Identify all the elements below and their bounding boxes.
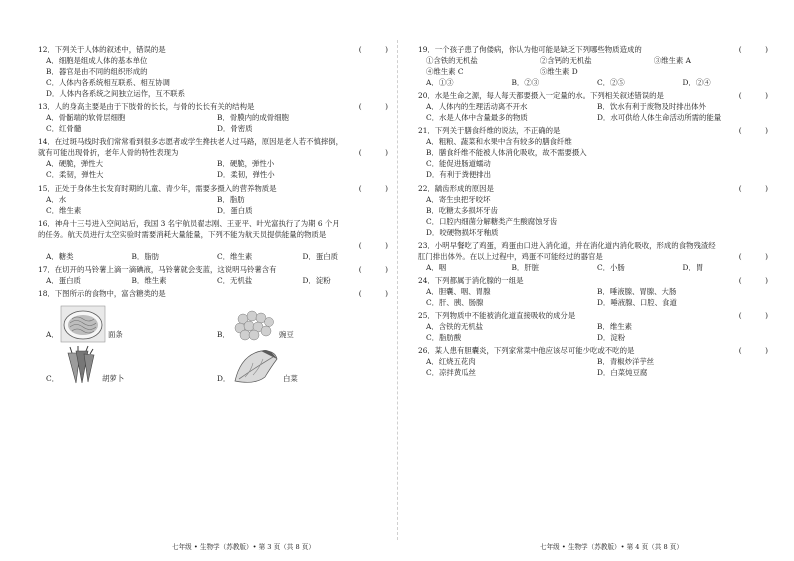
question-line [418,183,768,194]
question-stem: 肛门排出体外。在以上过程中，鸡蛋不可能经过的器官是 [418,251,603,261]
answer-option: D．淀粉 [302,275,331,285]
food-image-row [38,301,388,343]
answer-option: A．糖类 [46,251,74,261]
question-gap [38,387,388,389]
answer-option: C．口腔内细菌分解糖类产生酸腐蚀牙齿 [426,216,558,226]
answer-option: A．粗粮、蔬菜和水果中含有较多的膳食纤维 [426,137,572,147]
answer-option: C．小肠 [597,262,625,272]
answer-option: C．无机盐 [217,275,253,285]
question-line [418,310,768,321]
statement-option: ③维生素 A [653,56,691,65]
option-list [38,112,388,134]
option-letter: D． [217,374,231,384]
question-stem: 20．水是生命之源，每人每天都要摄入一定量的水。下列相关叙述错误的是 [418,91,664,101]
food-caption: 胡萝卜 [102,374,125,384]
answer-option: B．肝脏 [511,262,540,272]
question-stem: 19．一个孩子患了佝偻病，你认为他可能是缺乏下列哪些物质造成的 [418,45,642,54]
answer-bracket: ( ) [358,289,388,299]
answer-option: D．柔韧，弹性小 [217,170,275,180]
question-line [38,147,388,158]
answer-option: A．细胞是组成人体的基本单位 [46,56,148,65]
answer-bracket: ( ) [738,251,768,261]
food-option [217,345,388,387]
answer-option: B．膳食纤维不能被人体消化吸收，故不需要摄入 [426,148,587,158]
answer-option: D．蛋白质 [302,251,338,261]
question-stem: 18．下图所示的食物中，富含糖类的是 [38,289,166,299]
question-stem: 24．下列都属于消化腺的一组是 [418,275,524,285]
option-list [418,356,768,378]
question-item [38,264,388,286]
footer-page-4: 七年级 • 生物学（苏教版）• 第 4 页（共 8 页） [540,543,683,551]
question-line [418,90,768,101]
answer-bracket: ( ) [358,183,388,193]
answer-bracket: ( ) [738,275,768,285]
page-3-column [38,44,388,389]
option-list [418,136,768,180]
answer-option: B．器官是由不同的组织形成的 [46,67,148,76]
question-stem: 26．某人患有胆囊炎，下列家常菜中他应该尽可能少吃或不吃的是 [418,346,635,356]
answer-option: C．维生素 [46,205,82,215]
option-letter: A． [46,330,59,340]
question-item [418,125,768,180]
page-divider [397,40,398,540]
option-list [418,194,768,238]
statement-option: ④维生素 C [426,67,464,76]
question-line [38,264,388,275]
food-option [46,301,217,343]
question-item [418,275,768,308]
noodles-icon [60,305,106,343]
answer-option: B．脂肪 [217,194,245,204]
answer-option: B．硬脆，弹性小 [217,159,275,169]
food-caption: 豌豆 [279,330,294,340]
question-line [418,251,768,262]
question-stem: 14．在过斑马线时我们常常看到很多志愿者或学生搀扶老人过马路，原因是老人若不慎摔倒， [38,137,344,147]
question-stem: 13．人的身高主要是由于下肢骨的长长，与骨的长长有关的结构是 [38,102,255,112]
answer-option: D．白菜炖豆腐 [597,368,648,378]
question-line [418,345,768,356]
answer-option: C．人体内各系统相互联系、相互协调 [46,78,170,87]
food-image-row [38,345,388,387]
option-list [38,55,388,99]
option-list [418,262,768,273]
answer-bracket: ( ) [738,45,768,54]
answer-option: C．肝、胰、肠腺 [426,297,484,307]
answer-option: B．吃糖太多损坏牙齿 [426,205,498,215]
answer-option: B．饮水有利于废物及时排出体外 [597,102,706,112]
answer-option: B．维生素 [597,322,632,332]
answer-bracket: ( ) [738,183,768,193]
answer-option: C．凉拌黄瓜丝 [426,368,476,378]
statement-option: ⑤维生素 D [539,67,578,76]
option-list [418,321,768,343]
question-item [38,288,388,387]
answer-option: D．咬硬物损坏牙釉质 [426,227,499,237]
question-item [38,44,388,99]
question-item [418,240,768,273]
statement-option: ②含钙的无机盐 [539,56,592,65]
answer-option: A．①③ [426,78,454,87]
answer-option: A．胆囊、咽、胃腺 [426,286,491,296]
option-list [418,286,768,308]
question-stem: 25．下列物质中不能被消化道直接吸收的成分是 [418,311,576,321]
question-stem: 就有可能出现骨折，老年人骨的特性表现为 [38,148,179,158]
answer-option: A．寄生虫把牙咬坏 [426,194,491,204]
question-stem: 23．小明早餐吃了鸡蛋，鸡蛋由口进入消化道，并在消化道内消化吸收，形成的食物残渣经 [418,240,716,250]
answer-option: C．红骨髓 [46,124,82,134]
answer-bracket: ( ) [358,264,388,274]
option-list [418,77,768,88]
question-line [418,44,768,55]
answer-option: C．②⑤ [597,78,625,87]
question-line [38,288,388,299]
question-item [418,310,768,343]
answer-option: A．含铁的无机盐 [426,322,484,332]
question-stem: 的任务。航天员进行太空实验时需要消耗大量能量，下列不能为航天员提供能量的物质是 [38,229,327,239]
question-line [38,101,388,112]
question-item [418,345,768,378]
answer-option: B．唾液腺、胃腺、大肠 [597,286,677,296]
answer-option: D．水可供给人体生命活动所需的能量 [597,113,722,123]
statement-option: ①含铁的无机盐 [426,56,478,65]
answer-bracket: ( ) [738,346,768,356]
carrot-icon [60,345,100,387]
answer-option: B．维生素 [131,275,167,285]
answer-bracket: ( ) [738,311,768,321]
question-item [38,136,388,180]
page-4-column [418,44,768,381]
answer-option: A．人体内的生理活动离不开水 [426,102,528,112]
answer-option: C．能促进肠道蠕动 [426,159,491,169]
question-item [38,183,388,216]
answer-option: D．②④ [682,78,711,87]
answer-option: D．淀粉 [597,333,626,343]
option-list [38,275,388,286]
answer-option: A．硬脆，弹性大 [46,159,104,169]
option-list [38,194,388,216]
answer-bracket: ( ) [358,148,388,158]
food-option [217,301,388,343]
answer-option: C．维生素 [217,251,253,261]
question-line [418,275,768,286]
option-letter: C． [46,374,60,384]
answer-option: D．唾液腺、口腔、食道 [597,297,677,307]
question-item [38,101,388,134]
answer-option: C．脂肪酸 [426,333,462,343]
answer-option: D．有利于粪便排出 [426,170,492,180]
answer-option: B．脂肪 [131,251,160,261]
food-option [46,345,217,387]
question-stem: 22．龋齿形成的原因是 [418,183,494,193]
answer-option: D．蛋白质 [217,205,253,215]
statement-list [418,55,768,77]
question-stem: 15．正处于身体生长发育时期的儿童、青少年，需要多摄入的营养物质是 [38,183,277,193]
answer-bracket: ( ) [358,45,388,54]
answer-bracket: ( ) [358,102,388,112]
answer-option: C．柔韧，弹性大 [46,170,104,180]
answer-option: D．骨密质 [217,124,253,134]
answer-bracket: ( ) [738,126,768,136]
question-stem: 12．下列关于人体的叙述中，错误的是 [38,45,166,54]
question-line [418,125,768,136]
question-gap [418,378,768,380]
answer-option: A．水 [46,194,67,204]
option-list [38,251,388,262]
question-item [418,90,768,123]
question-line [38,44,388,55]
answer-option: A．咽 [426,262,447,272]
option-list [38,158,388,180]
answer-option: A．蛋白质 [46,275,81,285]
answer-option: C．水是人体中含量最多的物质 [426,113,528,123]
answer-option: A．红烧五花肉 [426,357,476,367]
footer-page-3: 七年级 • 生物学（苏教版）• 第 3 页（共 8 页） [172,543,315,551]
food-caption: 白菜 [283,374,298,384]
food-caption: 面条 [108,330,123,340]
question-item [38,218,388,262]
option-list [418,101,768,123]
question-item [418,183,768,238]
answer-option: B．青椒炒洋芋丝 [597,357,655,367]
answer-option: B．②③ [511,78,540,87]
question-stem: 17．在切开的马铃薯上滴一滴碘液，马铃薯就会变蓝，这说明马铃薯含有 [38,264,277,274]
answer-bracket: ( ) [738,91,768,101]
answer-bracket: ( ) [358,240,388,250]
answer-option: D．人体内各系统之间独立运作，互不联系 [46,89,185,98]
option-letter: B． [217,330,230,340]
question-stem: 21．下列关于膳食纤维的说法，不正确的是 [418,126,561,136]
question-stem: 16．神舟十三号进入空间站后，我国 3 名宇航员翟志刚、王亚平、叶光富执行了为期 6 个月 [38,218,340,228]
answer-option: D．胃 [682,262,704,272]
cabbage-icon [231,347,281,387]
question-item [418,44,768,88]
answer-option: A．骨骺端的软骨层细胞 [46,113,126,123]
question-line [38,183,388,194]
peas-icon [231,305,277,343]
answer-option: B．骨膜内的成骨细胞 [217,113,289,123]
